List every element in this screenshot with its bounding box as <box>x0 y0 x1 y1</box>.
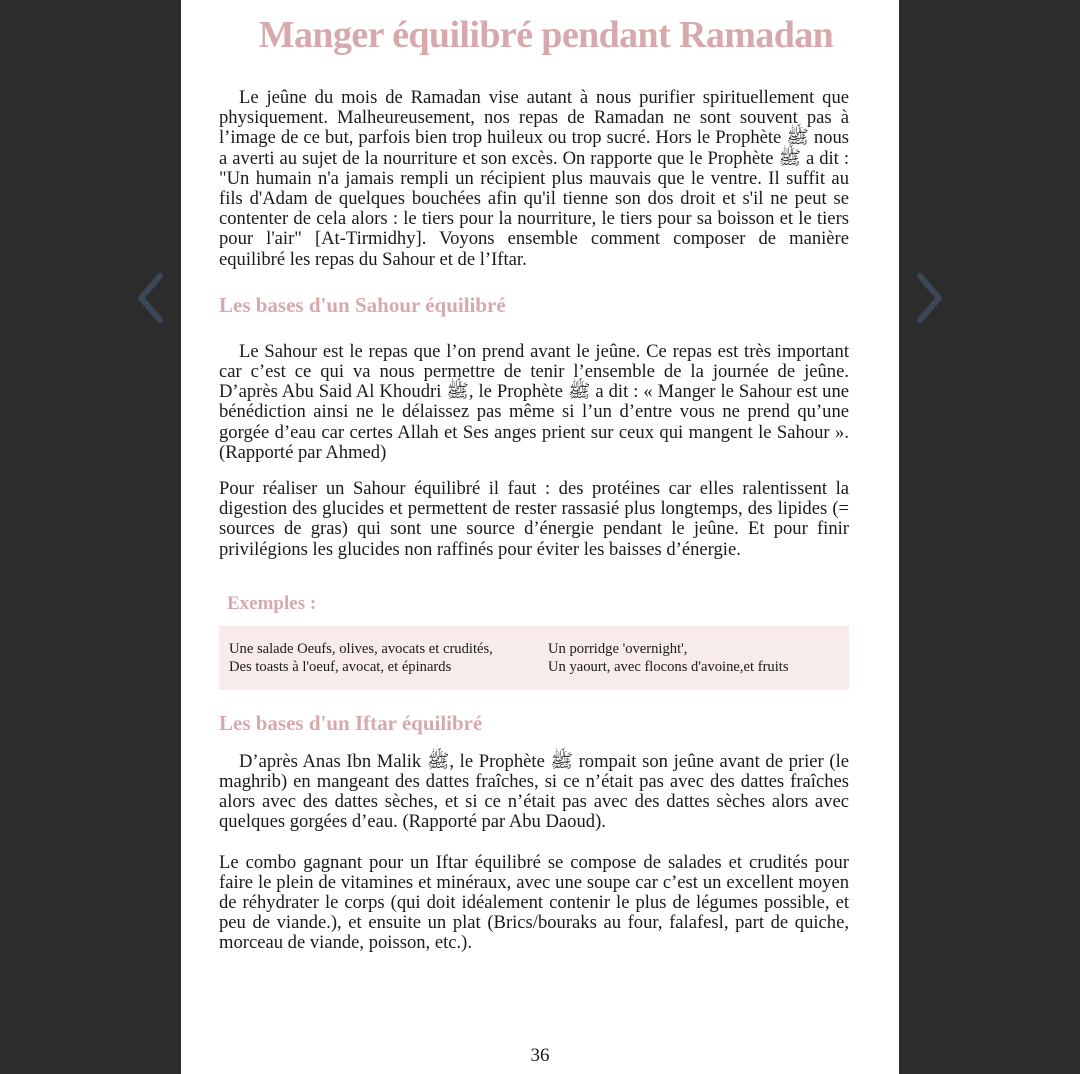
sahour-paragraph-2: Pour réaliser un Sahour équilibré il faut : des protéines car elles ralentissent la digestion des glucides et permettent de rester rassasié plus longtemps, des lipides (= sources de gras) qui sont une source d’énergie pendant le jeûne. Et pour finir privilégions les glucides non raffinés pour éviter les baisses d’énergie. <box>219 478 849 560</box>
sahour-heading: Les bases d'un Sahour équilibré <box>219 292 506 317</box>
chevron-right-icon <box>915 272 945 324</box>
example-item: Des toasts à l'oeuf, avocat, et épinards <box>229 658 452 675</box>
examples-label: Exemples : <box>227 592 317 614</box>
book-page <box>181 0 899 1074</box>
iftar-paragraph-2: Le combo gagnant pour un Iftar équilibré se compose de salades et crudités pour faire le plein de vitamines et minéraux, avec une soupe car c’est un excellent moyen de réhydrater le corps (qui doit idéalement contenir le plus de légumes possible, et peu de viande.), et ensuite un plat (Brics/bouraks au four, falafesl, part de quiche, morceau de viande, poisson, etc.). <box>219 851 849 954</box>
page-number: 36 <box>530 1045 550 1066</box>
iftar-heading: Les bases d'un Iftar équilibré <box>219 710 483 735</box>
examples-box <box>219 626 849 690</box>
iftar-paragraph-1: D’après Anas Ibn Malik ﷺ, le Prophète ﷺ rompait son jeûne avant de prier (le maghrib) en mangeant des dattes fraîches, si ce n’était pas avec des dattes fraîches alors avec des dattes sèches, et si ce n’était pas avec des dattes sèches alors avec quelques gorgées d’eau. (Rapporté par Abu Daoud). <box>219 750 849 833</box>
examples-left-column <box>229 640 548 690</box>
intro-paragraph: Le jeûne du mois de Ramadan vise autant à nous purifier spirituellement que physiquement. Malheureusement, nos repas de Ramadan ne sont souvent pas à l’image de ce but, parfois bien trop huileux ou trop sucré. Hors le Prophète ﷺ nous a averti au sujet de la nourriture et son excès. On rapporte que le Prophète ﷺ a dit : "Un humain n'a jamais rempli un récipient plus mauvais que le ventre. Il suffit au fils d'Adam de quelques bouchées afin qu'il tienne son dos droit et s'il ne peut se contenter de cela alors : le tiers pour la nourriture, le tiers pour sa boisson et le tiers pour l'air" [At-Tirmidhy]. Voyons ensemble comment composer de manière equilibré les repas du Sahour et de l’Iftar. <box>219 87 850 270</box>
example-item: Une salade Oeufs, olives, avocats et crudités, <box>229 640 493 657</box>
example-item: Un yaourt, avec flocons d'avoine,et fruits <box>548 658 789 675</box>
sahour-paragraph-1: Le Sahour est le repas que l’on prend avant le jeûne. Ce repas est très important car c’est ce qui va nous permettre de tenir l’ensemble de la journée de jeûne. D’après Abu Said Al Khoudri ﷺ, le Prophète ﷺ a dit : « Manger le Sahour est une bénédiction ainsi ne le délaissez pas même si l’un d’entre vous ne prend qu’une gorgée d’eau car certes Allah et Ses anges prient sur ceux qui mangent le Sahour ». (Rapporté par Ahmed) <box>219 340 850 463</box>
previous-page-button[interactable] <box>130 270 170 326</box>
chevron-left-icon <box>135 272 165 324</box>
next-page-button[interactable] <box>910 270 950 326</box>
page-title: Manger équilibré pendant Ramadan <box>258 14 834 56</box>
example-item: Un porridge 'overnight', <box>548 640 688 657</box>
examples-right-column <box>548 640 789 690</box>
